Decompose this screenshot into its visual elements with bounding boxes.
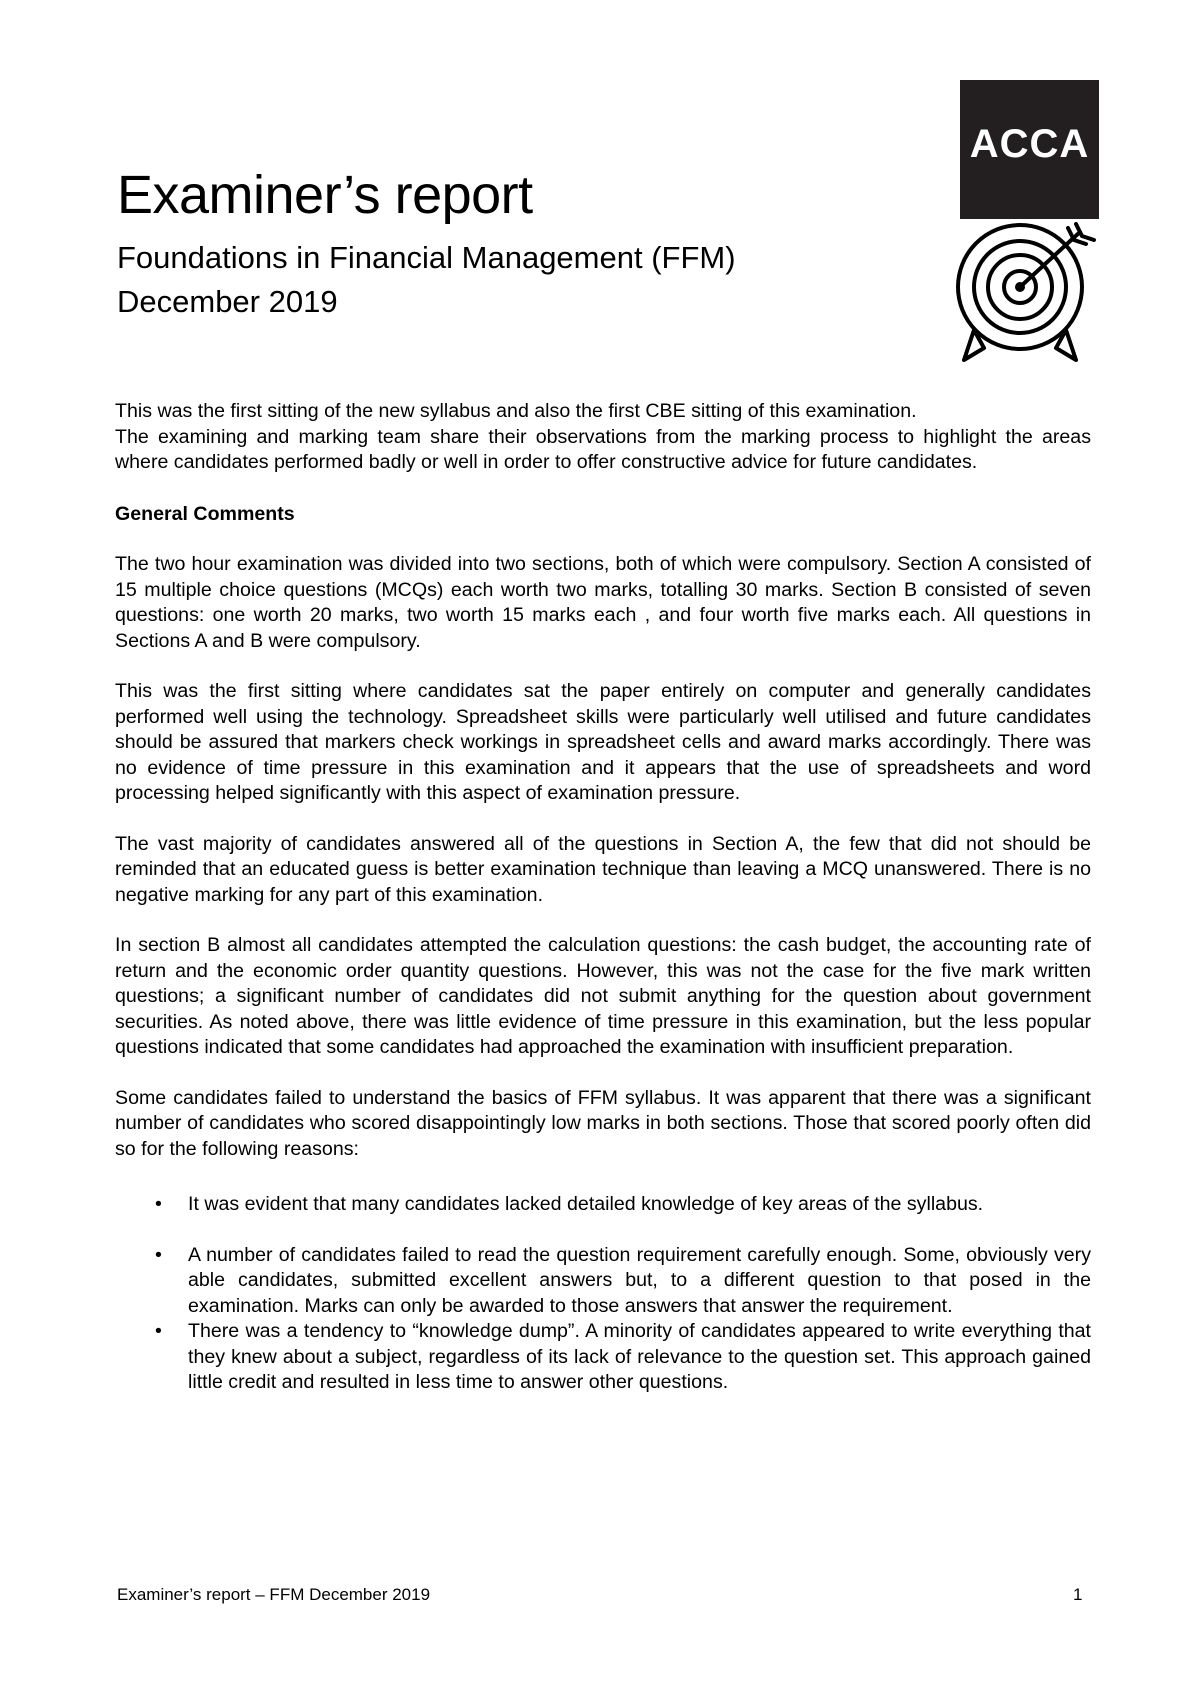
paragraph: This was the first sitting where candidates sat the paper entirely on computer and generally candidates performed well using the technology. Spreadsheet skills were particularly well utilised and future candidates should be assured that markers check workings in spreadsheet cells and award marks accordingly. There was no evidence of time pressure in this examination and it appears that the use of spreadsheets and word processing helped significantly with this aspect of examination pressure.: [115, 680, 1091, 804]
intro-line-1: This was the first sitting of the new syllabus and also the first CBE sitting of this examination.: [115, 400, 917, 422]
footer-title: Examiner’s report – FFM December 2019: [117, 1585, 431, 1604]
bullet-icon: •: [155, 1243, 162, 1266]
page-number: 1: [1073, 1585, 1083, 1604]
paragraph: The two hour examination was divided into two sections, both of which were compulsory. Section A consisted of 15 multiple choice questions (MCQs) each worth two marks, totalling 30 marks. Section B consisted of seven questions: one worth 20 marks, two worth 15 marks each , and four worth five marks each. All questions in Sections A and B were compulsory.: [115, 553, 1091, 652]
bullet-icon: •: [155, 1193, 162, 1215]
list-item-text: There was a tendency to “knowledge dump”. A minority of candidates appeared to write everything that they knew about a subject, regardless of its lack of relevance to the question set. This approach gained little credit and resulted in less time to answer other questions.: [188, 1320, 1091, 1393]
bullet-icon: •: [155, 1320, 162, 1342]
section-heading: General Comments: [115, 502, 295, 525]
target-with-arrow-icon: [950, 222, 1100, 372]
logo-text: ACCA: [969, 122, 1090, 166]
list-item: [115, 1192, 1091, 1218]
page-subtitle: [117, 236, 736, 324]
subtitle-date: December 2019: [117, 284, 338, 319]
intro-paragraph: [115, 399, 1091, 476]
paragraph: Some candidates failed to understand the basics of FFM syllabus. It was apparent that there was a significant number of candidates who scored disappointingly low marks in both sections. Those that scored poorly often did so for the following reasons:: [115, 1086, 1091, 1160]
list-item-text: It was evident that many candidates lacked detailed knowledge of key areas of the syllabus.: [188, 1193, 984, 1215]
list-item: [115, 1319, 1091, 1396]
list-item-text: A number of candidates failed to read the question requirement carefully enough. Some, obviously very able candidates, submitted excellent answers but, to a different question to that posed in the examination. Marks can only be awarded to those answers that answer the requirement.: [188, 1243, 1091, 1317]
paragraph: The vast majority of candidates answered all of the questions in Section A, the few that did not should be reminded that an educated guess is better examination technique than leaving a MCQ unanswered. There is no negative marking for any part of this examination.: [115, 832, 1091, 906]
report-body: [115, 399, 1091, 1396]
list-item: [115, 1243, 1091, 1320]
intro-line-2: The examining and marking team share their observations from the marking process to highlight the areas where candidates performed badly or well in order to offer constructive advice for future candidates.: [115, 425, 1091, 473]
acca-logo: [960, 80, 1099, 219]
paragraph: In section B almost all candidates attempted the calculation questions: the cash budget, the accounting rate of return and the economic order quantity questions. However, this was not the case for the five mark written questions; a significant number of candidates did not submit anything for the question about government securities. As noted above, there was little evidence of time pressure in this examination, but the less popular questions indicated that some candidates had approached the examination with insufficient preparation.: [115, 934, 1091, 1058]
page-title: Examiner’s report: [117, 165, 533, 225]
subtitle-course: Foundations in Financial Management (FFM): [117, 240, 736, 275]
reasons-list: [115, 1192, 1091, 1396]
